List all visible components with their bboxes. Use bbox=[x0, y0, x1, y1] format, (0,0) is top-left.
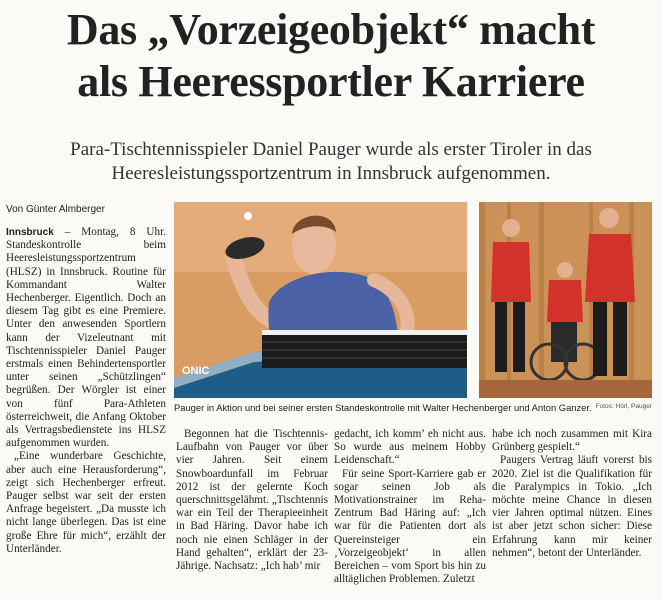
paragraph-text: – Montag, 8 Uhr. Standeskontrolle beim Heeresleistungssportzentrum (HLSZ) in Innsbruck. Routine für Kommandant Walter Hechenberger. Eigentlich. Doch an diesem Tag gibt es eine Premiere. Unter den anwesenden Sportlern kann der Vizeleutnant mit Tischtennisspieler Daniel Pauger erstmals einen Behindertensportler unter seinen „Schützlingen“ begrüßen. Der Wörgler ist einer von fünf Para-Athleten österreichweit, die Anfang Oktober als Vertragsbedienstete ins HLSZ aufgenommen wurden. bbox=[6, 226, 166, 450]
text-column-3 bbox=[334, 428, 486, 586]
subheadline-line-2: Heeresleistungssportzentrum in Innsbruck aufgenommen. bbox=[111, 163, 551, 184]
table-brand-label: ONIC bbox=[182, 365, 210, 377]
headline-line-2: als Heeressportler Karriere bbox=[77, 57, 585, 106]
photo-table-tennis-action bbox=[174, 202, 467, 398]
group-illustration bbox=[479, 202, 652, 398]
paragraph: Begonnen hat die Tischtennis-Laufbahn von Pauger vor über vier Jahren. Seit einem Snowboardunfall im Februar 2012 ist der gelernte Koch querschnittsgelähmt. „Tischtennis war ein Teil der Therapieeinheit in Bad Häring. Davor habe ich noch nie einen Schläger in der Hand gehalten“, erklärt der 23-Jährige. Nachsatz: „Ich hab’ mir bbox=[176, 428, 328, 573]
author-byline: Von Günter Almberger bbox=[6, 204, 105, 215]
dateline: Innsbruck bbox=[6, 227, 54, 238]
photo-credit: Fotos: Hörl, Pauger bbox=[595, 403, 652, 410]
paragraph: habe ich noch zusammen mit Kira Grünberg gespielt.“ bbox=[492, 428, 652, 454]
text-column-2 bbox=[176, 428, 328, 573]
photo-caption: Pauger in Aktion und bei seiner ersten Standeskontrolle mit Walter Hechenberger und Anton Ganzer. bbox=[174, 402, 592, 413]
player-illustration bbox=[174, 202, 467, 398]
paragraph bbox=[6, 226, 166, 450]
paragraph: gedacht, ich komm’ eh nicht aus. So wurde aus meinem Hobby Leidenschaft.“ bbox=[334, 428, 486, 467]
photo-standeskontrolle bbox=[479, 202, 652, 398]
subheadline-line-1: Para-Tischtennisspieler Daniel Pauger wurde als erster Tiroler in das bbox=[70, 139, 592, 160]
paragraph: Für seine Sport-Karriere gab er sogar seinen Job als Motivationstrainer im Reha-Zentrum Bad Häring auf: „Ich war für die Patienten dort als Quereinsteiger ein ‚Vorzeigeobjekt‘ in allen Bereichen – vom Sport bis hin zu alltäglichen Problemen. Zuletzt bbox=[334, 467, 486, 586]
article-headline bbox=[0, 4, 662, 108]
headline-line-1: Das „Vorzeigeobjekt“ macht bbox=[66, 5, 596, 54]
photo-caption-row bbox=[174, 402, 652, 413]
paragraph: „Eine wunderbare Geschichte, aber auch eine Herausforderung“, zeigt sich Hechenberger erfreut. Pauger selbst war seit der ersten Anfrage begeistert. „Da musste ich nicht lange überlegen. Das ist eine große Ehre für mich“, erzählt der Unterländer. bbox=[6, 450, 166, 555]
article-subheadline bbox=[0, 138, 662, 186]
text-column-4 bbox=[492, 428, 652, 560]
paragraph: Paugers Vertrag läuft vorerst bis 2020. Ziel ist die Qualifikation für die Paralympics in Tokio. „Ich möchte meine Chance in diesen vier Jahren optimal nützen. Eines ist aber jetzt schon sicher: Diese Erfahrung kann mir keiner nehmen“, betont der Unterländer. bbox=[492, 454, 652, 559]
text-column-1 bbox=[6, 226, 166, 556]
